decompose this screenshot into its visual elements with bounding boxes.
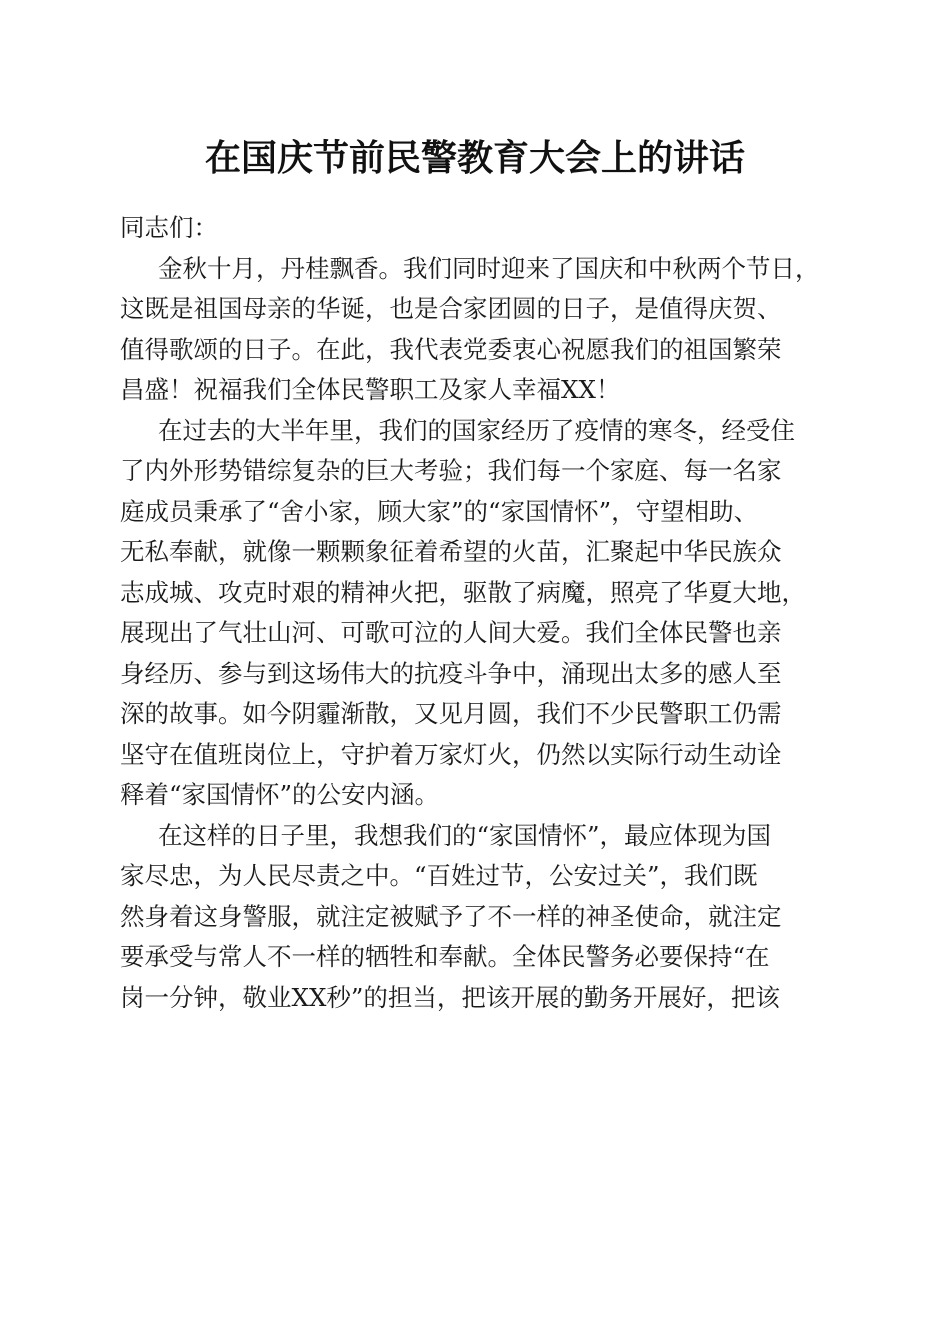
text-line: 在这样的日子里，我想我们的“家国情怀”，最应体现为国 [158,820,772,850]
text-line: 家尽忠，为人民尽责之中。“百姓过节，公安过关”，我们既 [120,861,758,890]
text-line: 岗一分钟，敬业XX秒”的担当，把该开展的勤务开展好，把该 [120,982,780,1012]
paragraph-3 [120,816,840,1019]
text-line: 在过去的大半年里，我们的国家经历了疫情的寒冬，经受住 [158,415,795,445]
text-line: 释着“家国情怀”的公安内涵。 [120,780,440,809]
text-line: 昌盛！祝福我们全体民警职工及家人幸福XX！ [120,375,621,404]
text-line: 无私奉献，就像一颗颗象征着希望的火苗，汇聚起中华民族众 [120,537,782,566]
paragraph-2 [120,411,840,816]
salutation: 同志们： [120,213,218,242]
document-title: 在国庆节前民警教育大会上的讲话 [204,137,745,179]
paragraph-1 [120,249,840,411]
text-line: 深的故事。如今阴霾渐散，又见月圆，我们不少民警职工仍需 [120,699,782,728]
text-line: 坚守在值班岗位上，守护着万家灯火，仍然以实际行动生动诠 [120,739,782,769]
text-line: 值得歌颂的日子。在此，我代表党委衷心祝愿我们的祖国繁荣 [120,334,782,364]
text-line: 然身着这身警服，就注定被赋予了不一样的神圣使命，就注定 [120,901,782,931]
text-line: 志成城、攻克时艰的精神火把，驱散了病魔，照亮了华夏大地， [120,577,806,607]
text-line: 了内外形势错综复杂的巨大考验；我们每一个家庭、每一名家 [120,456,782,485]
document-body [120,208,840,1018]
text-line: 这既是祖国母亲的华诞，也是合家团圆的日子，是值得庆贺、 [120,294,782,323]
text-line: 展现出了气壮山河、可歌可泣的人间大爱。我们全体民警也亲 [120,618,782,647]
text-line: 金秋十月，丹桂飘香。我们同时迎来了国庆和中秋两个节日， [158,253,820,283]
text-line: 身经历、参与到这场伟大的抗疫斗争中，涌现出太多的感人至 [120,658,782,688]
text-line: 庭成员秉承了“舍小家，顾大家”的“家国情怀”，守望相助、 [120,496,759,526]
text-line: 要承受与常人不一样的牺牲和奉献。全体民警务必要保持“在 [120,942,770,971]
